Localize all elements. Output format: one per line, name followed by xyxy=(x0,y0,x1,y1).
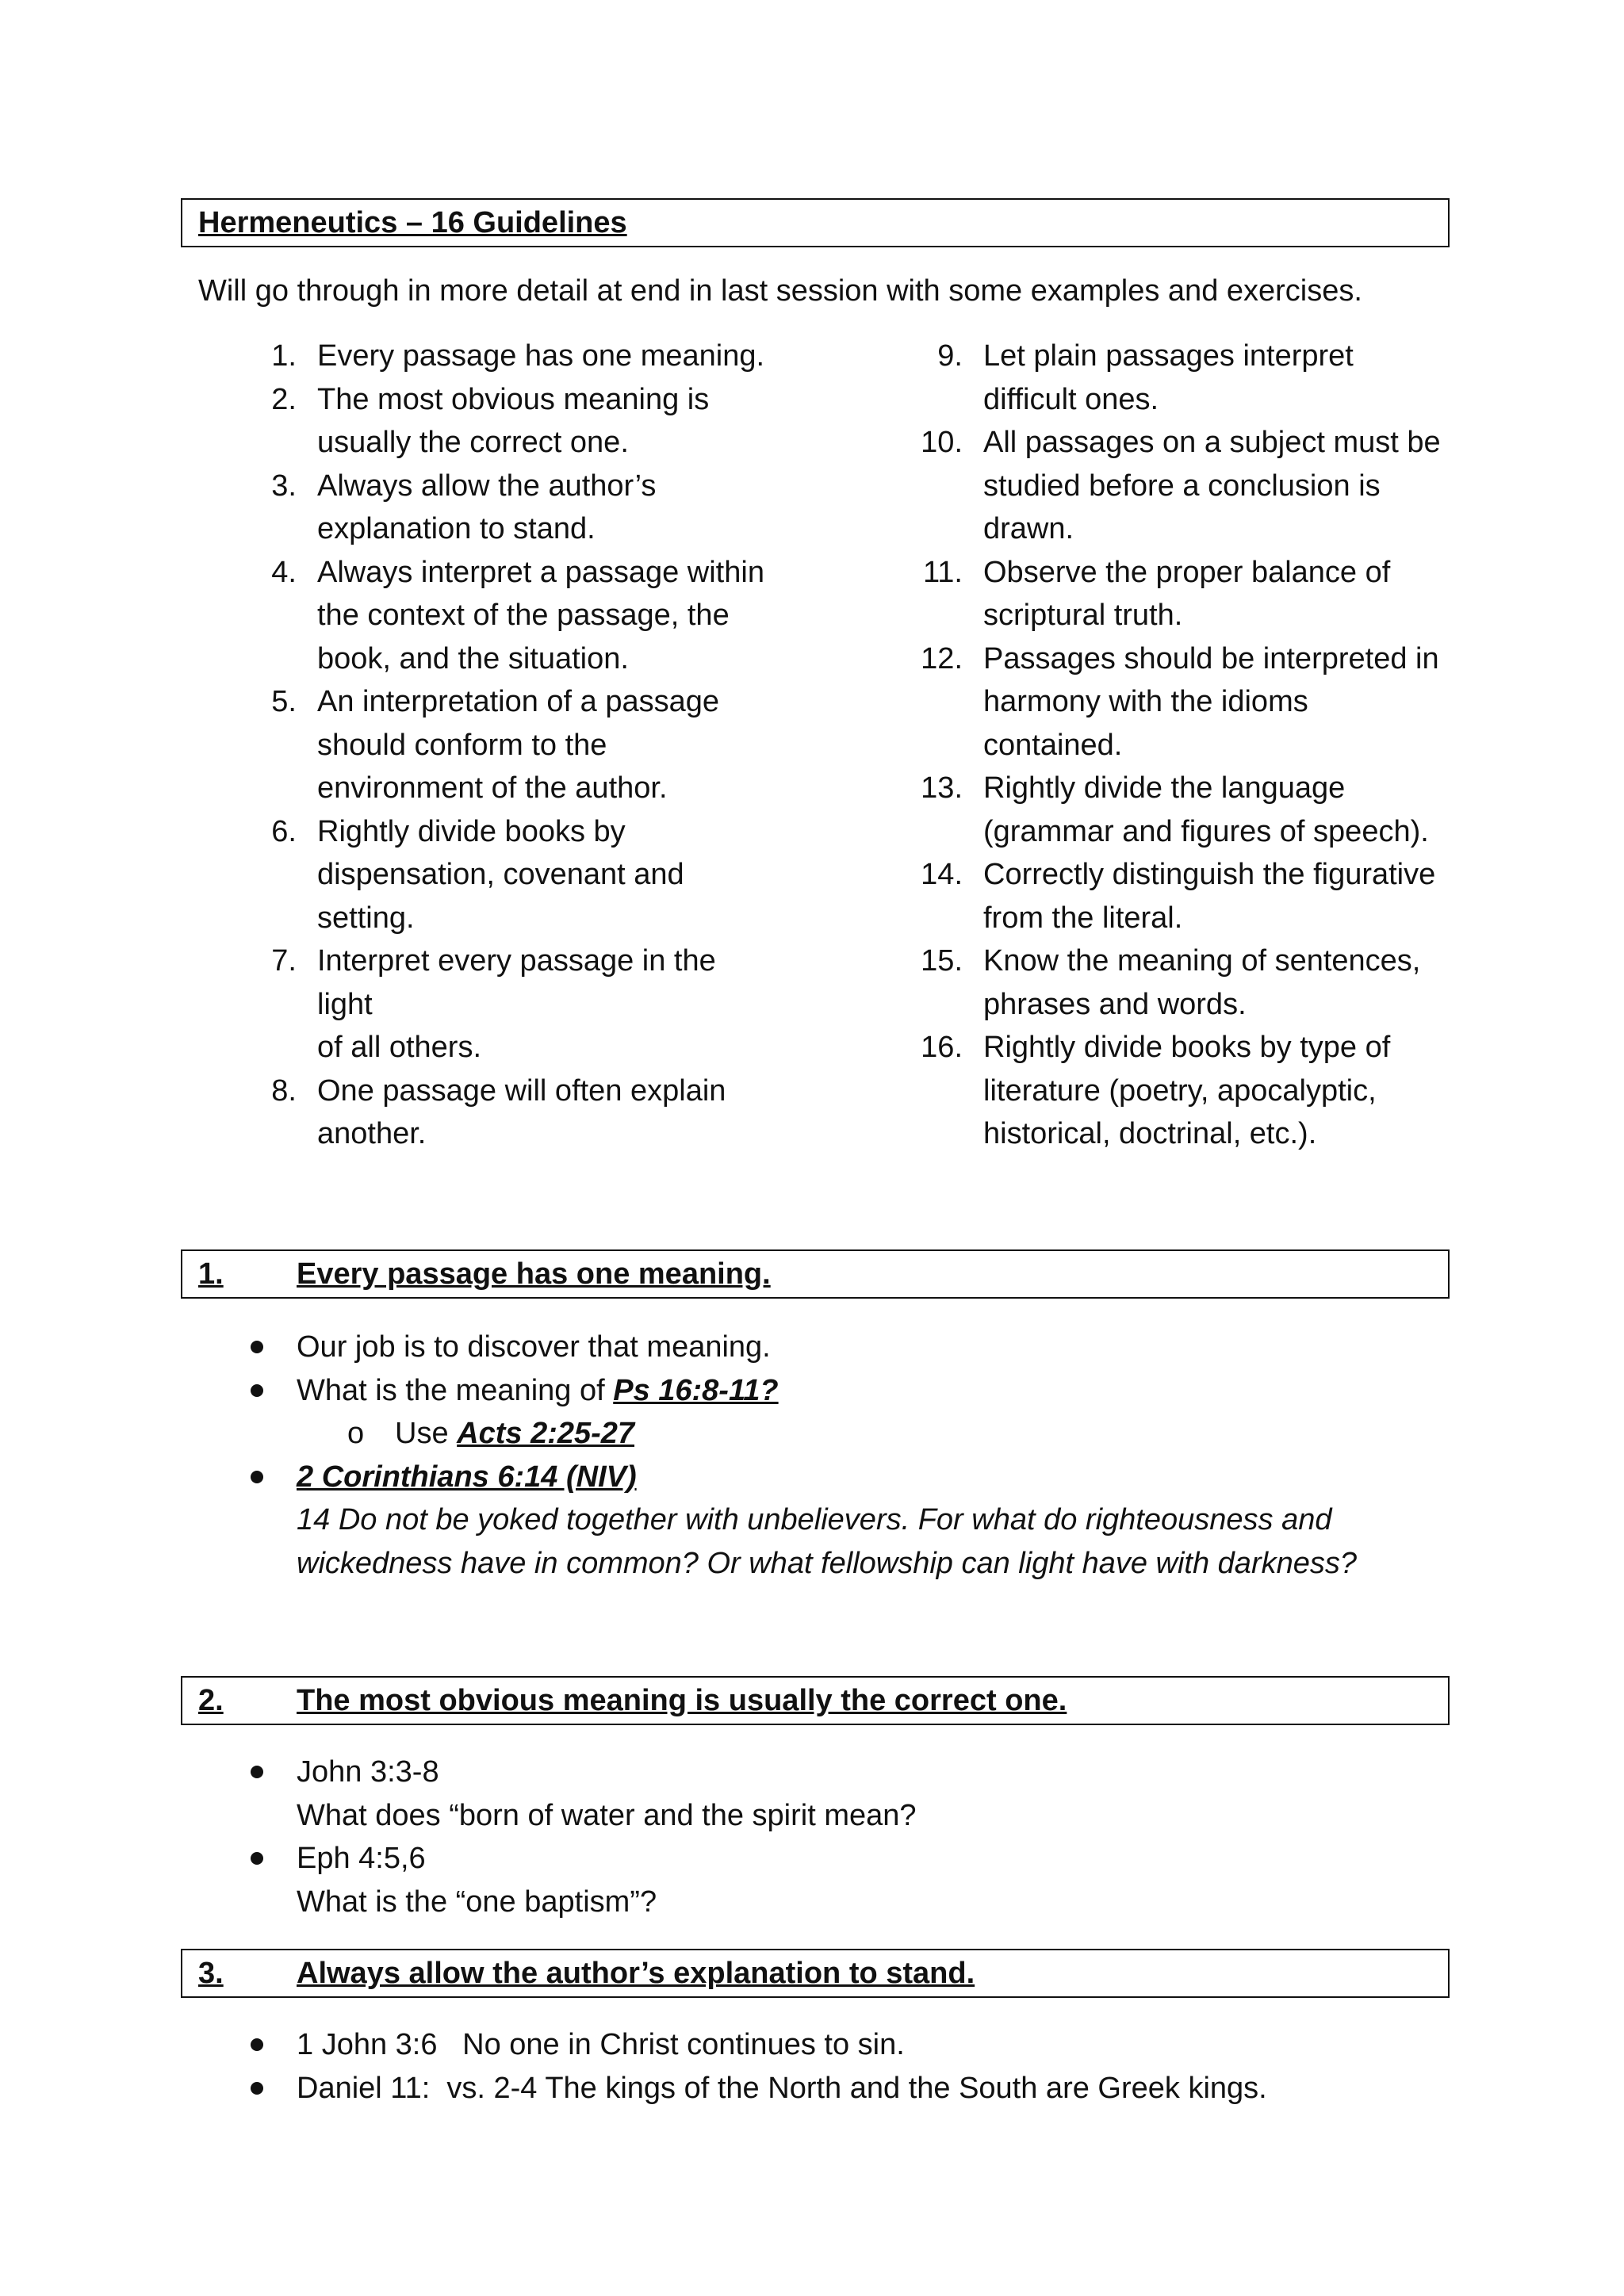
guideline-text xyxy=(317,551,777,681)
section-2-bullets xyxy=(0,1751,917,1923)
intro-text: Will go through in more detail at end in last session with some examples and exercises. xyxy=(198,274,1362,308)
bullet-icon xyxy=(251,1766,263,1778)
guideline-item xyxy=(904,767,1459,853)
guideline-line: Always allow the author’s xyxy=(317,469,657,503)
scripture-ref: 2 Corinthians 6:14 (NIV) xyxy=(297,1460,637,1494)
section-3-bullets xyxy=(0,2023,1267,2110)
guideline-text xyxy=(983,853,1459,939)
guideline-item xyxy=(238,465,777,551)
guideline-item xyxy=(904,637,1459,767)
sub-list-item: o Use Acts 2:25-27 xyxy=(297,1412,1357,1456)
guideline-item xyxy=(238,939,777,1070)
guideline-line: An interpretation of a passage xyxy=(317,685,720,718)
guideline-line: Interpret every passage in the light xyxy=(317,944,716,1021)
guidelines-right-list xyxy=(904,335,1459,1156)
guideline-line: phrases and words. xyxy=(983,987,1247,1021)
guideline-text xyxy=(317,335,777,378)
guideline-item xyxy=(238,680,777,810)
guideline-line: of all others. xyxy=(317,1031,481,1064)
guideline-text xyxy=(317,680,777,810)
guideline-item xyxy=(238,1070,777,1156)
guideline-text xyxy=(317,465,777,551)
guideline-number: 1. xyxy=(271,339,297,373)
guideline-number: 9. xyxy=(937,339,963,373)
section-1-header xyxy=(181,1249,1450,1299)
guideline-number: 10. xyxy=(921,426,963,459)
bullet-icon xyxy=(251,1471,263,1483)
guideline-line: Rightly divide the language xyxy=(983,771,1346,805)
section-1-number: 1. xyxy=(198,1257,224,1291)
guideline-text xyxy=(317,939,777,1070)
guideline-text xyxy=(983,939,1459,1026)
guideline-number: 12. xyxy=(921,641,963,675)
guideline-text xyxy=(983,1026,1459,1156)
guideline-line: The most obvious meaning is xyxy=(317,382,710,416)
quote-line: 14 Do not be yoked together with unbelievers. For what do righteousness and xyxy=(297,1503,1332,1536)
section-1-title: Every passage has one meaning. xyxy=(297,1257,771,1291)
guideline-line: Correctly distinguish the figurative xyxy=(983,858,1436,891)
section-2-number: 2. xyxy=(198,1684,224,1717)
guideline-text xyxy=(317,378,777,465)
guideline-line: historical, doctrinal, etc.). xyxy=(983,1117,1317,1150)
list-item: What is the meaning of Ps 16:8-11? o Use Acts 2:25-27 xyxy=(0,1369,1357,1456)
bullet-icon xyxy=(251,1852,263,1865)
guideline-line: another. xyxy=(317,1117,427,1150)
sub-list xyxy=(297,1412,1357,1456)
guideline-item xyxy=(904,421,1459,551)
bullet-icon xyxy=(251,1384,263,1397)
section-3-title: Always allow the author’s explanation to stand. xyxy=(297,1957,975,1990)
guideline-line: the context of the passage, the xyxy=(317,599,730,632)
guideline-line: (grammar and figures of speech). xyxy=(983,814,1429,848)
guideline-item xyxy=(904,551,1459,637)
guideline-number: 16. xyxy=(921,1031,963,1064)
guideline-line: harmony with the idioms xyxy=(983,685,1308,718)
guideline-line: One passage will often explain xyxy=(317,1073,726,1108)
guideline-line: book, and the situation. xyxy=(317,641,629,675)
guideline-line: Observe the proper balance of xyxy=(983,555,1391,589)
list-item: Eph 4:5,6 What is the “one baptism”? xyxy=(0,1837,917,1923)
guideline-line: environment of the author. xyxy=(317,771,668,805)
guideline-item xyxy=(238,378,777,465)
circle-bullet-icon: o xyxy=(347,1417,365,1450)
list-item: Our job is to discover that meaning. xyxy=(0,1326,1357,1369)
guideline-number: 14. xyxy=(921,858,963,891)
list-item xyxy=(0,1456,1357,1586)
guideline-line: Every passage has one meaning. xyxy=(317,339,765,373)
guideline-number: 8. xyxy=(271,1073,297,1108)
guideline-item xyxy=(238,810,777,940)
guideline-item xyxy=(238,551,777,681)
guideline-line: from the literal. xyxy=(983,901,1183,935)
guideline-line: difficult ones. xyxy=(983,382,1159,416)
guideline-line: All passages on a subject must be xyxy=(983,426,1441,459)
bullet-icon xyxy=(251,2082,263,2095)
guideline-item xyxy=(904,939,1459,1026)
guideline-line: Rightly divide books by xyxy=(317,814,626,848)
guideline-line: Let plain passages interpret xyxy=(983,339,1354,373)
section-1-bullets xyxy=(0,1326,1357,1585)
bullet-icon xyxy=(251,1341,263,1353)
section-2-header xyxy=(181,1676,1450,1725)
guideline-text xyxy=(983,421,1459,551)
guideline-number: 5. xyxy=(271,685,297,718)
scripture-ref: Acts 2:25-27 xyxy=(457,1417,635,1450)
guidelines-left-list xyxy=(238,335,777,1156)
guideline-number: 3. xyxy=(271,469,297,503)
guideline-text xyxy=(317,810,777,940)
quote-line: wickedness have in common? Or what fellowship can light have with darkness? xyxy=(297,1546,1357,1580)
guideline-item xyxy=(904,335,1459,421)
list-item: John 3:3-8 What does “born of water and the spirit mean? xyxy=(0,1751,917,1837)
scripture-ref: Ps 16:8-11? xyxy=(613,1373,779,1407)
guideline-line: Always interpret a passage within xyxy=(317,555,764,589)
guideline-number: 2. xyxy=(271,382,297,416)
guideline-text xyxy=(317,1070,777,1156)
guideline-number: 7. xyxy=(271,944,297,978)
guideline-line: contained. xyxy=(983,728,1123,762)
guideline-line: Passages should be interpreted in xyxy=(983,641,1439,675)
guideline-line: Know the meaning of sentences, xyxy=(983,944,1421,978)
list-item: 1 John 3:6 No one in Christ continues to sin. xyxy=(0,2023,1267,2067)
guideline-number: 11. xyxy=(922,555,963,589)
guideline-number: 4. xyxy=(271,555,297,589)
guideline-line: studied before a conclusion is xyxy=(983,469,1381,503)
guideline-item xyxy=(238,335,777,378)
guideline-item xyxy=(904,1026,1459,1156)
guideline-line: should conform to the xyxy=(317,728,607,762)
guideline-line: usually the correct one. xyxy=(317,426,629,459)
guideline-number: 13. xyxy=(921,771,963,805)
guideline-text xyxy=(983,637,1459,767)
guideline-line: scriptural truth. xyxy=(983,599,1183,632)
title-box xyxy=(181,198,1450,247)
guideline-line: setting. xyxy=(317,901,415,935)
guideline-line: explanation to stand. xyxy=(317,512,596,545)
guideline-line: literature (poetry, apocalyptic, xyxy=(983,1073,1377,1108)
section-3-header xyxy=(181,1949,1450,1998)
page-title: Hermeneutics – 16 Guidelines xyxy=(198,206,627,239)
guideline-number: 6. xyxy=(271,814,297,848)
section-2-title: The most obvious meaning is usually the correct one. xyxy=(297,1684,1067,1717)
guideline-text xyxy=(983,335,1459,421)
guideline-text xyxy=(983,767,1459,853)
guideline-line: dispensation, covenant and xyxy=(317,858,684,891)
guideline-item xyxy=(904,853,1459,939)
guideline-line: drawn. xyxy=(983,512,1074,545)
guideline-line: Rightly divide books by type of xyxy=(983,1031,1391,1064)
section-3-number: 3. xyxy=(198,1957,224,1990)
guideline-number: 15. xyxy=(921,944,963,978)
bullet-icon xyxy=(251,2038,263,2051)
guideline-text xyxy=(983,551,1459,637)
list-item: Daniel 11: vs. 2-4 The kings of the North and the South are Greek kings. xyxy=(0,2067,1267,2110)
